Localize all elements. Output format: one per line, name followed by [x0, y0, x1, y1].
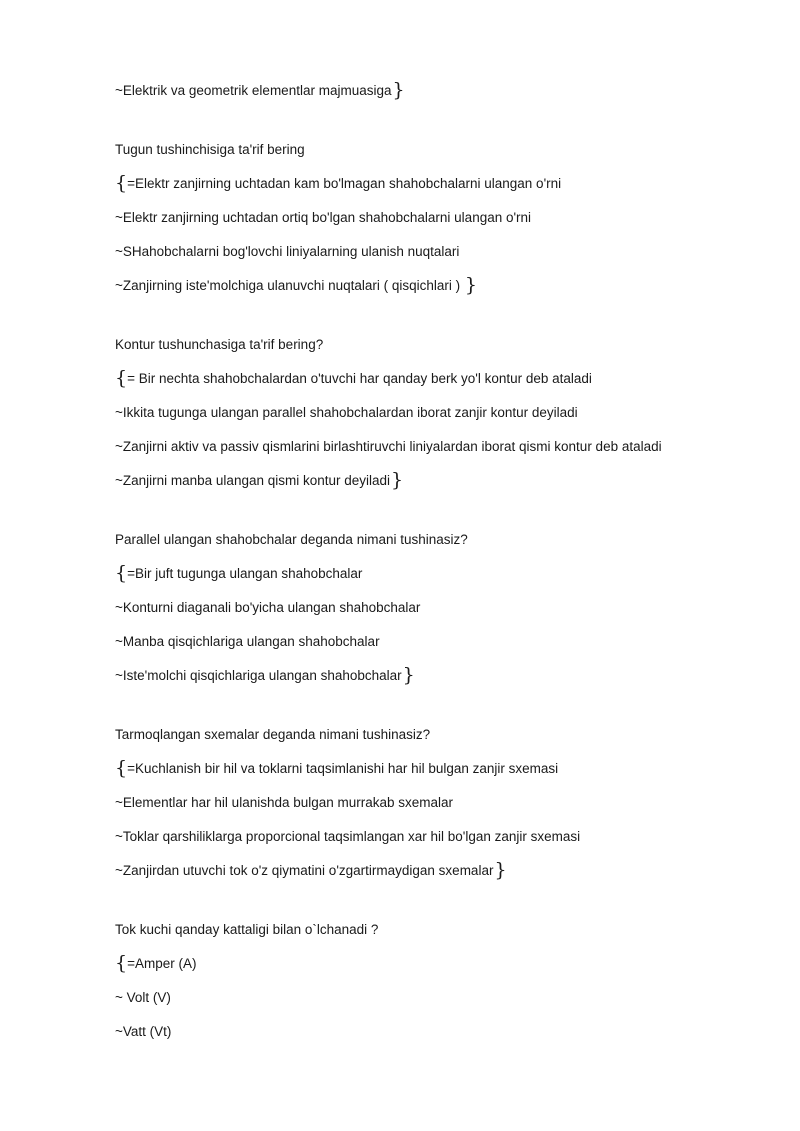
- answer-option: [115, 201, 755, 235]
- open-brace: {: [115, 562, 128, 584]
- question-block: [115, 523, 755, 693]
- answer-correct: [115, 752, 755, 786]
- continuation-block: [115, 74, 755, 108]
- answer-option: [115, 625, 755, 659]
- question-block: [115, 913, 755, 1049]
- open-brace: {: [115, 172, 128, 194]
- answer-option: [115, 981, 755, 1015]
- question-block: [115, 718, 755, 888]
- answer-text: ~Manba qisqichlariga ulangan shahobchalar: [115, 634, 380, 649]
- answer-text: ~Toklar qarshiliklarga proporcional taqsimlangan xar hil bo'lgan zanjir sxemasi: [115, 829, 581, 844]
- answer-text: ~Zanjirdan utuvchi tok o'z qiymatini o'zgartirmaydigan sxemalar: [115, 863, 494, 878]
- answer-text: =Amper (A): [127, 956, 197, 971]
- open-brace: {: [115, 952, 128, 974]
- question-text: Parallel ulangan shahobchalar deganda nimani tushinasiz?: [115, 532, 468, 547]
- answer-text: =Kuchlanish bir hil va toklarni taqsimlanishi har hil bulgan zanjir sxemasi: [127, 761, 559, 776]
- question-text: Tarmoqlangan sxemalar deganda nimani tushinasiz?: [115, 727, 431, 742]
- answer-option: [115, 854, 755, 888]
- answer-correct: [115, 947, 755, 981]
- close-brace: }: [402, 664, 415, 686]
- answer-text: ~Iste'molchi qisqichlariga ulangan shahobchalar: [115, 668, 402, 683]
- question-block: [115, 328, 755, 498]
- answer-option: [115, 820, 755, 854]
- answer-text: =Elektr zanjirning uchtadan kam bo'lmagan shahobchalarni ulangan o'rni: [127, 176, 562, 191]
- answer-option: [115, 430, 755, 464]
- close-brace: }: [391, 469, 404, 491]
- answer-option: [115, 74, 755, 108]
- answer-correct: [115, 167, 755, 201]
- answer-text: ~SHahobchalarni bog'lovchi liniyalarning ulanish nuqtalari: [115, 244, 460, 259]
- answer-correct: [115, 557, 755, 591]
- answer-text: ~Ikkita tugunga ulangan parallel shahobchalardan iborat zanjir kontur deyiladi: [115, 405, 578, 420]
- answer-text: ~ Volt (V): [115, 990, 171, 1005]
- answer-text: ~Zanjirning iste'molchiga ulanuvchi nuqtalari ( qisqichlari ): [115, 278, 464, 293]
- answer-option: [115, 1015, 755, 1049]
- answer-text: ~Elektr zanjirning uchtadan ortiq bo'lgan shahobchalarni ulangan o'rni: [115, 210, 532, 225]
- answer-option: [115, 464, 755, 498]
- document-content: [115, 74, 755, 1049]
- open-brace: {: [115, 367, 128, 389]
- answer-text: = Bir nechta shahobchalardan o'tuvchi har qanday berk yo'l kontur deb ataladi: [127, 371, 592, 386]
- open-brace: {: [115, 757, 128, 779]
- answer-option: [115, 591, 755, 625]
- answer-option: [115, 396, 755, 430]
- question-text: Tugun tushinchisiga ta'rif bering: [115, 142, 305, 157]
- close-brace: }: [464, 274, 477, 296]
- answer-text: ~Vatt (Vt): [115, 1024, 172, 1039]
- question-block: [115, 133, 755, 303]
- answer-text: ~Zanjirni manba ulangan qismi kontur deyiladi: [115, 473, 391, 488]
- answer-correct: [115, 362, 755, 396]
- answer-text: ~Elektrik va geometrik elementlar majmuasiga: [115, 83, 392, 98]
- close-brace: }: [494, 859, 507, 881]
- answer-option: [115, 786, 755, 820]
- close-brace: }: [392, 79, 405, 101]
- answer-option: [115, 235, 755, 269]
- answer-option: [115, 269, 755, 303]
- answer-text: ~Zanjirni aktiv va passiv qismlarini birlashtiruvchi liniyalardan iborat qismi kontur deb ataladi: [115, 439, 662, 454]
- answer-text: =Bir juft tugunga ulangan shahobchalar: [127, 566, 363, 581]
- answer-text: ~Elementlar har hil ulanishda bulgan murrakab sxemalar: [115, 795, 454, 810]
- question-text: Tok kuchi qanday kattaligi bilan o`lchanadi ?: [115, 922, 379, 937]
- question-text: Kontur tushunchasiga ta'rif bering?: [115, 337, 324, 352]
- answer-text: ~Konturni diaganali bo'yicha ulangan shahobchalar: [115, 600, 421, 615]
- answer-option: [115, 659, 755, 693]
